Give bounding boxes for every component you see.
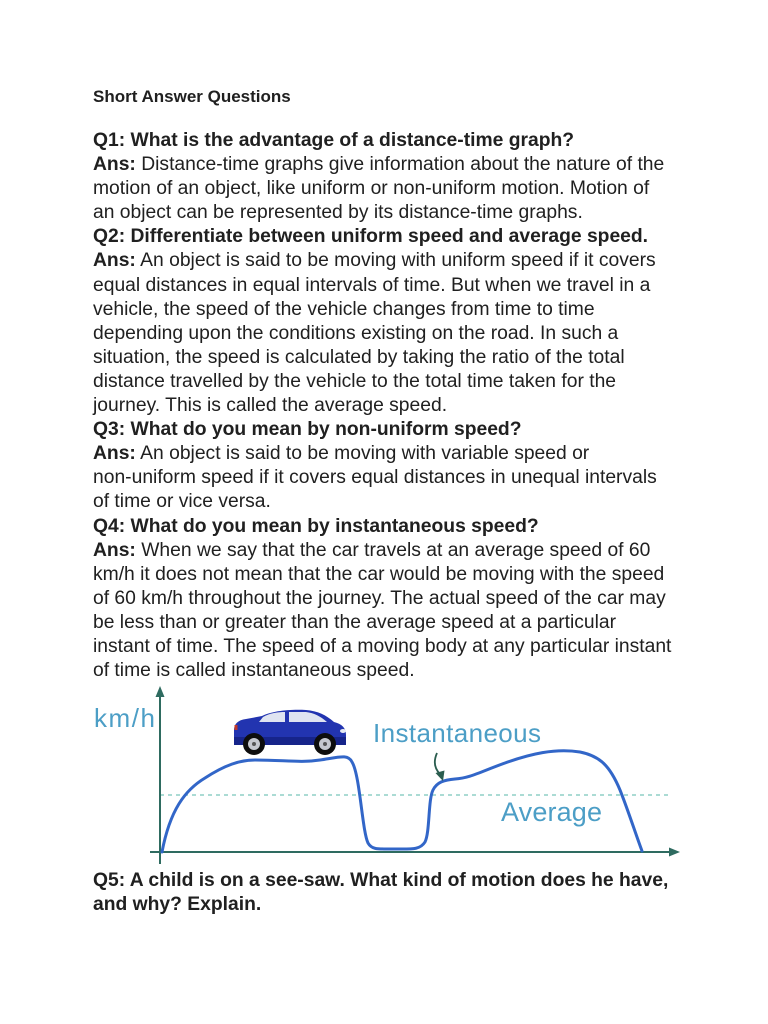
answer-label: Ans: [93, 154, 136, 176]
answer-2-line: depending upon the conditions existing on the road. In such a [93, 322, 619, 344]
car-front-hub [323, 742, 327, 746]
y-axis-label: km/h [94, 703, 155, 733]
question-2: Q2: Differentiate between uniform speed and average speed. [93, 226, 649, 248]
car-rear-hub [252, 742, 256, 746]
answer-4-line [93, 539, 671, 563]
answer-label: Ans: [93, 539, 136, 561]
answer-2-line: vehicle, the speed of the vehicle changes from time to time [93, 298, 595, 320]
section-heading: Short Answer Questions [93, 87, 291, 106]
qa-list [93, 129, 671, 683]
question-3: Q3: What do you mean by non-uniform speed? [93, 419, 522, 441]
answer-1-line [93, 153, 671, 177]
instantaneous-label: Instantaneous [373, 718, 541, 748]
answer-text: Distance-time graphs give information about the nature of the [141, 154, 665, 176]
car-headlight [340, 729, 346, 733]
question-4: Q4: What do you mean by instantaneous speed? [93, 515, 539, 537]
question-1: Q1: What is the advantage of a distance-time graph? [93, 130, 575, 151]
answer-3-line: of time or vice versa. [93, 491, 271, 513]
answer-4-line: be less than or greater than the average speed at a particular [93, 611, 617, 633]
pointer-arrowhead [436, 771, 445, 782]
y-axis-arrowhead [156, 686, 165, 697]
average-label: Average [501, 797, 602, 827]
car-taillight [235, 725, 238, 730]
answer-text: An object is said to be moving with uniform speed if it covers [140, 250, 656, 272]
answer-3-line [93, 442, 671, 466]
question-5-line: Q5: A child is on a see-saw. What kind of motion does he have, [93, 870, 669, 891]
question-5-line: and why? Explain. [93, 894, 262, 916]
answer-2-line: journey. This is called the average speed. [93, 395, 448, 417]
answer-1-line: motion of an object, like uniform or non-uniform motion. Motion of [93, 178, 650, 200]
speed-time-illustration [0, 680, 768, 872]
answer-4-line: of 60 km/h throughout the journey. The actual speed of the car may [93, 587, 666, 609]
answer-2-line [93, 249, 671, 273]
answer-text: When we say that the car travels at an average speed of 60 [141, 539, 651, 561]
pointer-arrow [435, 753, 440, 774]
answer-4-line: instant of time. The speed of a moving body at any particular instant [93, 635, 672, 657]
question-5-block [93, 869, 668, 917]
answer-label: Ans: [93, 250, 136, 272]
answer-1-line: an object can be represented by its distance-time graphs. [93, 202, 583, 224]
answer-3-line: non-uniform speed if it covers equal distances in unequal intervals [93, 467, 657, 489]
answer-2-line: distance travelled by the vehicle to the total time taken for the [93, 370, 617, 392]
answer-2-line: situation, the speed is calculated by taking the ratio of the total [93, 346, 625, 368]
answer-2-line: equal distances in equal intervals of time. But when we travel in a [93, 274, 651, 296]
answer-4-line: of time is called instantaneous speed. [93, 660, 415, 682]
answer-4-line: km/h it does not mean that the car would be moving with the speed [93, 563, 665, 585]
answer-text: An object is said to be moving with variable speed or [140, 443, 590, 465]
answer-label: Ans: [93, 443, 136, 465]
x-axis-arrowhead [669, 848, 680, 857]
car-illustration [234, 710, 346, 755]
